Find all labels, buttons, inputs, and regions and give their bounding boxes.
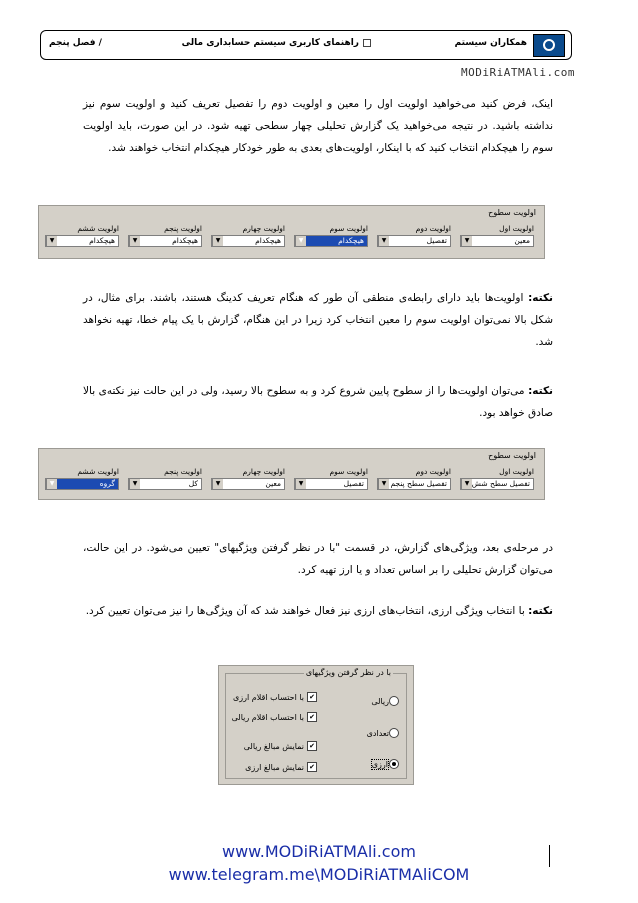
dropdown-arrow-icon[interactable]: ▼ — [378, 479, 389, 489]
page-header — [40, 30, 572, 60]
dropdown-arrow-icon[interactable]: ▼ — [212, 236, 223, 246]
priority-label: اولویت دوم — [415, 467, 451, 476]
checkbox-label: نمایش مبالغ ارزی — [245, 762, 304, 772]
priority-column-4 — [211, 224, 285, 247]
checkbox[interactable]: ✔ — [307, 712, 317, 722]
priority-column-1 — [460, 224, 534, 247]
dropdown-arrow-icon[interactable]: ▼ — [129, 479, 140, 489]
priority-select-value: تفصیل سطح شش — [471, 479, 530, 488]
priority-select[interactable] — [45, 478, 119, 490]
radio-label: ریالی — [371, 696, 389, 706]
priority-select-value: هیچکدام — [255, 236, 281, 245]
priority-column-6 — [45, 467, 119, 490]
note-2 — [83, 380, 553, 424]
priority-select-value: معین — [265, 479, 281, 488]
priority-select-value: معین — [514, 236, 530, 245]
priority-column-1 — [460, 467, 534, 490]
radio-label: ارزی — [371, 759, 388, 769]
checkbox-label: با احتساب اقلام ریالی — [231, 712, 304, 722]
dropdown-arrow-icon[interactable]: ▼ — [46, 479, 57, 489]
priority-select[interactable] — [211, 478, 285, 490]
priority-label: اولویت ششم — [77, 467, 119, 476]
priority-column-5 — [128, 467, 202, 490]
note-label: نکته: — [528, 605, 553, 617]
feature-checkbox-2[interactable] — [232, 712, 317, 722]
features-panel — [218, 665, 414, 785]
panel-title: اولویت سطوح — [488, 451, 536, 460]
paragraph-features: در مرحله‌ی بعد، ویژگی‌های گزارش، در قسمت "با در نظر گرفتن ویژگیهای" تعیین می‌شود. در این حالت، می‌توان گزارش تحلیلی را بر اساس تعداد و یا ارز تهیه کرد. — [83, 542, 553, 576]
priority-panel-2 — [38, 448, 545, 500]
dropdown-arrow-icon[interactable]: ▼ — [295, 236, 306, 246]
feature-radio-1[interactable] — [367, 696, 399, 706]
radio-button[interactable] — [389, 759, 399, 769]
company-logo — [533, 34, 565, 57]
feature-checkbox-4[interactable] — [245, 762, 317, 772]
priority-select[interactable] — [460, 478, 534, 490]
checkbox[interactable]: ✔ — [307, 741, 317, 751]
note-1 — [83, 287, 553, 353]
priority-select-value: تفصیل — [343, 479, 364, 488]
checkbox[interactable]: ✔ — [307, 762, 317, 772]
priority-label: اولویت سوم — [329, 224, 368, 233]
note-label: نکته: — [528, 385, 553, 397]
priority-select[interactable] — [128, 478, 202, 490]
feature-checkbox-1[interactable] — [233, 692, 317, 702]
priority-column-3 — [294, 224, 368, 247]
dropdown-arrow-icon[interactable]: ▼ — [461, 236, 472, 246]
panel-title: اولویت سطوح — [488, 208, 536, 217]
note-text: با انتخاب ویژگی ارزی، انتخاب‌های ارزی نیز فعال خواهند شد که آن ویژگی‌ها را نیز می‌توان تعیین کرد. — [85, 605, 529, 617]
footer-telegram-link[interactable]: www.telegram.me\MODiRiATMAliCOM — [168, 865, 470, 884]
priority-select-value: کل — [188, 479, 198, 488]
footer-website-link[interactable]: www.MODiRiATMAli.com — [222, 842, 416, 861]
feature-checkbox-3[interactable] — [244, 741, 317, 751]
priority-column-6 — [45, 224, 119, 247]
note-text: اولویت‌ها باید دارای رابطه‌ی منطقی آن طور که هنگام تعریف کدینگ هستند، باشند. برای مثال، در شکل بالا نمی‌توان اولویت سوم را معین انتخاب کرد زیرا در این هنگام، گزارش با یک پیام خطا، تهیه نخواهد شد. — [83, 292, 553, 348]
header-guide-text: راهنمای کاربری سیستم حسابداری مالی — [181, 38, 359, 48]
priority-select-value: گروه — [99, 479, 115, 488]
priority-label: اولویت پنجم — [164, 224, 202, 233]
dropdown-arrow-icon[interactable]: ▼ — [295, 479, 306, 489]
paragraph-intro: اینک، فرض کنید می‌خواهید اولویت اول را معین و اولویت دوم را تفصیل تعریف کنید و اولویت سوم نیز نداشته باشید. در نتیجه می‌خواهید یک گزارش تحلیلی چهار سطحی تهیه شود. در این صورت، باید اولویت سوم را هیچکدام انتخاب کنید که با اینکار، اولویت‌های بعدی به طور خودکار هیچکدام انتخاب خواهند شد. — [83, 98, 553, 154]
checkbox-label: نمایش مبالغ ریالی — [243, 741, 304, 751]
features-title: با در نظر گرفتن ویژگیهای — [305, 668, 391, 677]
priority-select[interactable] — [377, 478, 451, 490]
dropdown-arrow-icon[interactable]: ▼ — [129, 236, 140, 246]
priority-select[interactable] — [460, 235, 534, 247]
header-square-icon — [363, 39, 371, 47]
priority-label: اولویت چهارم — [242, 467, 285, 476]
priority-select[interactable] — [45, 235, 119, 247]
header-guide-title — [182, 38, 371, 48]
note-3 — [83, 600, 553, 622]
priority-label: اولویت اول — [499, 224, 534, 233]
priority-column-3 — [294, 467, 368, 490]
header-company: همکاران سیستم — [454, 38, 527, 48]
feature-radio-2[interactable] — [363, 728, 399, 738]
priority-select[interactable] — [128, 235, 202, 247]
priority-select-value: تفصیل سطح پنجم — [390, 479, 447, 488]
priority-column-2 — [377, 467, 451, 490]
priority-panel-1 — [38, 205, 545, 259]
priority-label: اولویت سوم — [329, 467, 368, 476]
priority-select-value: تفصیل — [426, 236, 447, 245]
dropdown-arrow-icon[interactable]: ▼ — [46, 236, 57, 246]
priority-select-value: هیچکدام — [172, 236, 198, 245]
priority-column-2 — [377, 224, 451, 247]
note-label: نکته: — [528, 292, 553, 304]
priority-label: اولویت پنجم — [164, 467, 202, 476]
radio-button[interactable] — [389, 696, 399, 706]
priority-select-value: هیچکدام — [338, 236, 364, 245]
priority-label: اولویت اول — [499, 467, 534, 476]
priority-label: اولویت چهارم — [242, 224, 285, 233]
feature-radio-3[interactable] — [367, 759, 399, 769]
priority-select[interactable] — [211, 235, 285, 247]
priority-column-5 — [128, 224, 202, 247]
dropdown-arrow-icon[interactable]: ▼ — [378, 236, 389, 246]
note-text: می‌توان اولویت‌ها را از سطوح پایین شروع کرد و به سطوح بالا رسید، ولی در این حالت نیز نکته‌ی بالا صادق خواهد بود. — [83, 385, 553, 419]
priority-select[interactable] — [294, 478, 368, 490]
dropdown-arrow-icon[interactable]: ▼ — [212, 479, 223, 489]
priority-label: اولویت دوم — [415, 224, 451, 233]
site-label: MODiRiATMAli.com — [461, 66, 575, 79]
priority-label: اولویت ششم — [77, 224, 119, 233]
header-chapter: / فصل پنجم — [49, 38, 102, 48]
checkbox[interactable]: ✔ — [307, 692, 317, 702]
priority-select[interactable] — [294, 235, 368, 247]
radio-button[interactable] — [389, 728, 399, 738]
priority-select-value: هیچکدام — [89, 236, 115, 245]
priority-select[interactable] — [377, 235, 451, 247]
priority-column-4 — [211, 467, 285, 490]
radio-label: تعدادی — [366, 728, 389, 738]
checkbox-label: با احتساب اقلام ارزی — [233, 692, 304, 702]
dropdown-arrow-icon[interactable]: ▼ — [461, 479, 472, 489]
